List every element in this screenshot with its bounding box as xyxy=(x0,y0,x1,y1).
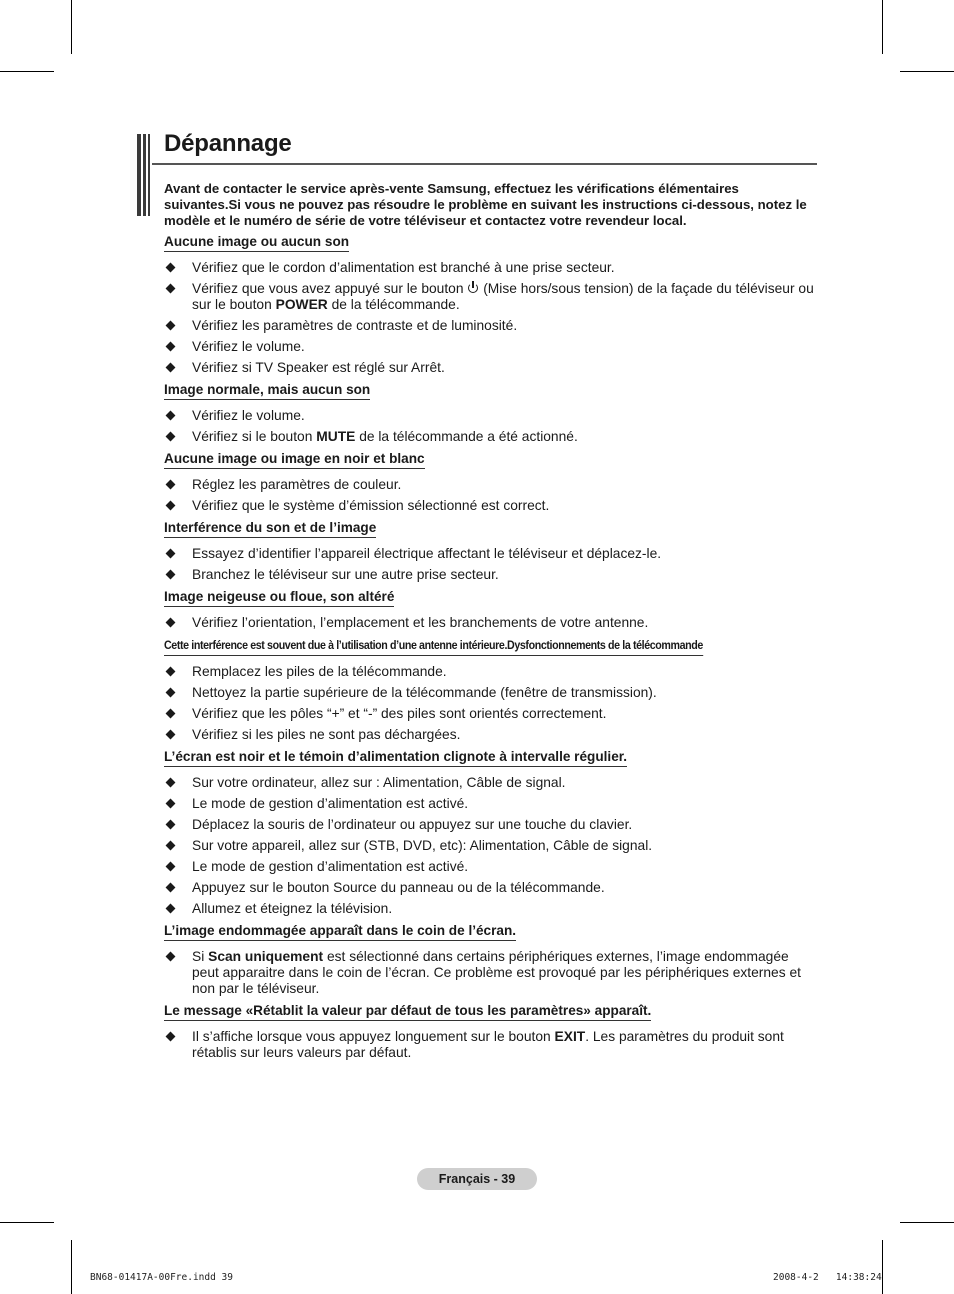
section-heading: Interférence du son et de l’image xyxy=(164,520,376,538)
diamond-bullet-icon xyxy=(166,549,176,559)
section-heading: L’image endommagée apparaît dans le coin de l’écran. xyxy=(164,923,516,941)
crop-mark xyxy=(0,1222,54,1223)
check-item xyxy=(164,477,816,493)
item-text: Allumez et éteignez la télévision. xyxy=(192,901,393,916)
emphasized-term: EXIT xyxy=(554,1029,586,1044)
troubleshoot-section xyxy=(164,233,816,376)
check-item xyxy=(164,615,816,631)
diamond-bullet-icon xyxy=(166,263,176,273)
check-item xyxy=(164,664,816,680)
diamond-bullet-icon xyxy=(166,841,176,851)
diamond-bullet-icon xyxy=(166,570,176,580)
check-item xyxy=(164,1029,816,1061)
item-text: de la télécommande. xyxy=(331,297,460,312)
crop-mark xyxy=(0,71,54,72)
troubleshoot-section xyxy=(164,636,816,743)
crop-mark xyxy=(882,0,883,54)
item-text: Essayez d’identifier l’appareil électrique affectant le téléviseur et déplacez-le. xyxy=(192,546,662,561)
item-text: Il s’affiche lorsque vous appuyez longuement sur le bouton xyxy=(192,1029,551,1044)
item-text: Vérifiez les paramètres de contraste et de luminosité. xyxy=(192,318,518,333)
diamond-bullet-icon xyxy=(166,820,176,830)
section-heading: Image normale, mais aucun son xyxy=(164,382,370,400)
check-item xyxy=(164,546,816,562)
page-number-badge: Français - 39 xyxy=(417,1168,537,1190)
item-text: . Les paramètres du produit sont rétablis sur leurs valeurs par défaut. xyxy=(192,1029,784,1060)
check-item xyxy=(164,775,816,791)
troubleshoot-section xyxy=(164,748,816,917)
check-item xyxy=(164,727,816,743)
check-list xyxy=(164,664,816,743)
diamond-bullet-icon xyxy=(166,667,176,677)
check-item xyxy=(164,260,816,276)
diamond-bullet-icon xyxy=(166,952,176,962)
troubleshoot-section xyxy=(164,1002,816,1061)
item-text: Sur votre ordinateur, allez sur : Alimentation, Câble de signal. xyxy=(192,775,566,790)
item-text: Vérifiez si TV Speaker est réglé sur Arrêt. xyxy=(192,360,445,375)
intro-paragraph: Avant de contacter le service après-vente Samsung, effectuez les vérifications élémentaires suivantes.Si vous ne pouvez pas résoudre le problème en suivant les instructions ci-dessous, notez le modèle et le numéro de série de votre téléviseur et contactez votre revendeur local. xyxy=(164,181,807,228)
diamond-bullet-icon xyxy=(166,730,176,740)
item-text: Vérifiez que les pôles “+” et “-” des piles sont orientés correctement. xyxy=(192,706,607,721)
check-item xyxy=(164,838,816,854)
diamond-bullet-icon xyxy=(166,363,176,373)
check-item xyxy=(164,498,816,514)
diamond-bullet-icon xyxy=(166,778,176,788)
emphasized-term: Scan uniquement xyxy=(208,949,324,964)
item-text: Le mode de gestion d’alimentation est activé. xyxy=(192,796,469,811)
item-text: Branchez le téléviseur sur une autre prise secteur. xyxy=(192,567,499,582)
diamond-bullet-icon xyxy=(166,321,176,331)
crop-mark xyxy=(900,1222,954,1223)
item-text: de la télécommande a été actionné. xyxy=(359,429,578,444)
file-slug: BN68-01417A-00Fre.indd 39 xyxy=(90,1272,233,1283)
item-text: Vérifiez que le cordon d’alimentation est branché à une prise secteur. xyxy=(192,260,615,275)
diamond-bullet-icon xyxy=(166,799,176,809)
item-text: Vérifiez si les piles ne sont pas déchargées. xyxy=(192,727,461,742)
check-list xyxy=(164,477,816,514)
section-heading: L’écran est noir et le témoin d’alimentation clignote à intervalle régulier. xyxy=(164,749,627,767)
check-list xyxy=(164,615,816,631)
diamond-bullet-icon xyxy=(166,883,176,893)
section-heading: Aucune image ou image en noir et blanc xyxy=(164,451,425,469)
diamond-bullet-icon xyxy=(166,1032,176,1042)
item-text: Vérifiez le volume. xyxy=(192,408,305,423)
diamond-bullet-icon xyxy=(166,501,176,511)
check-item xyxy=(164,281,816,313)
diamond-bullet-icon xyxy=(166,432,176,442)
diamond-bullet-icon xyxy=(166,709,176,719)
diamond-bullet-icon xyxy=(166,904,176,914)
check-list xyxy=(164,546,816,583)
crop-mark xyxy=(900,71,954,72)
section-heading: Le message «Rétablit la valeur par défaut de tous les paramètres» apparaît. xyxy=(164,1003,651,1021)
troubleshoot-section xyxy=(164,381,816,445)
item-text: Le mode de gestion d’alimentation est activé. xyxy=(192,859,469,874)
check-list xyxy=(164,949,816,997)
check-item xyxy=(164,859,816,875)
item-text: Vérifiez que vous avez appuyé sur le bouton xyxy=(192,281,464,296)
power-icon xyxy=(467,281,479,294)
item-text: est sélectionné dans certains périphériques externes, l’image endommagée peut apparaitre dans le coin de l’écran. Ce problème est provoqué par les périphériques externes et non par le téléviseur. xyxy=(192,949,801,996)
content xyxy=(164,181,816,1066)
item-text: Vérifiez si le bouton xyxy=(192,429,313,444)
section-heading: Cette interférence est souvent due à l’utilisation d’une antenne intérieure.Dysfonctionnements de la télécommande xyxy=(164,638,703,656)
emphasized-term: MUTE xyxy=(316,429,356,444)
troubleshoot-section xyxy=(164,450,816,514)
date-slug: 2008-4-2 14:38:24 xyxy=(773,1272,882,1283)
check-item xyxy=(164,817,816,833)
check-list xyxy=(164,408,816,445)
title-rule xyxy=(152,163,817,165)
check-item xyxy=(164,901,816,917)
item-text: Sur votre appareil, allez sur (STB, DVD, etc): Alimentation, Câble de signal. xyxy=(192,838,653,853)
item-text: Vérifiez que le système d’émission sélectionné est correct. xyxy=(192,498,550,513)
check-item xyxy=(164,796,816,812)
check-list xyxy=(164,260,816,376)
check-list xyxy=(164,775,816,917)
check-item xyxy=(164,429,816,445)
diamond-bullet-icon xyxy=(166,862,176,872)
diamond-bullet-icon xyxy=(166,688,176,698)
troubleshoot-section xyxy=(164,922,816,997)
check-item xyxy=(164,318,816,334)
diamond-bullet-icon xyxy=(166,284,176,294)
check-item xyxy=(164,408,816,424)
item-text: Nettoyez la partie supérieure de la télécommande (fenêtre de transmission). xyxy=(192,685,657,700)
item-text: Réglez les paramètres de couleur. xyxy=(192,477,402,492)
check-item xyxy=(164,880,816,896)
section-heading: Aucune image ou aucun son xyxy=(164,234,349,252)
item-text: Appuyez sur le bouton Source du panneau ou de la télécommande. xyxy=(192,880,605,895)
section-heading: Image neigeuse ou floue, son altéré xyxy=(164,589,394,607)
page-title: Dépannage xyxy=(164,130,292,157)
check-item xyxy=(164,339,816,355)
item-text: (Mise hors/sous tension) de la façade du téléviseur ou sur le bouton xyxy=(192,281,814,312)
item-text: Vérifiez l’orientation, l’emplacement et les branchements de votre antenne. xyxy=(192,615,649,630)
check-item xyxy=(164,360,816,376)
check-item xyxy=(164,949,816,997)
emphasized-term: POWER xyxy=(275,297,328,312)
troubleshooting-sections xyxy=(164,233,816,1061)
check-item xyxy=(164,685,816,701)
crop-mark xyxy=(71,0,72,54)
item-text: Vérifiez le volume. xyxy=(192,339,305,354)
troubleshoot-section xyxy=(164,588,816,631)
diamond-bullet-icon xyxy=(166,342,176,352)
check-item xyxy=(164,567,816,583)
crop-mark xyxy=(882,1240,883,1294)
diamond-bullet-icon xyxy=(166,411,176,421)
item-text: Déplacez la souris de l’ordinateur ou appuyez sur une touche du clavier. xyxy=(192,817,633,832)
diamond-bullet-icon xyxy=(166,480,176,490)
check-item xyxy=(164,706,816,722)
crop-mark xyxy=(71,1240,72,1294)
item-text: Si xyxy=(192,949,205,964)
diamond-bullet-icon xyxy=(166,618,176,628)
item-text: Remplacez les piles de la télécommande. xyxy=(192,664,447,679)
check-list xyxy=(164,1029,816,1061)
troubleshoot-section xyxy=(164,519,816,583)
